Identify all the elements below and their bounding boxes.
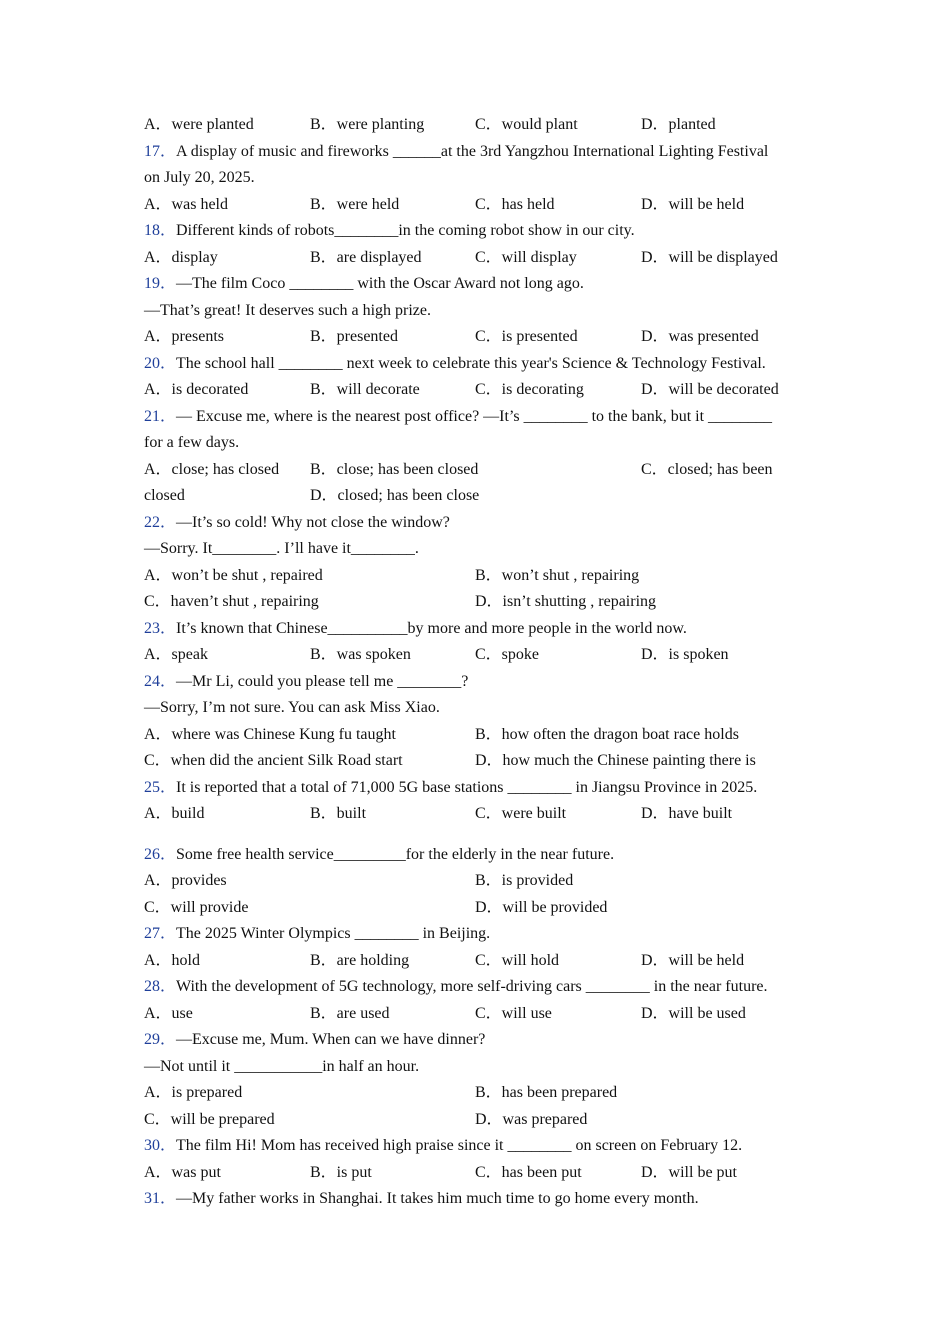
- options-row: [144, 868, 814, 895]
- question-text: It’s known that Chinese__________by more and more people in the world now.: [176, 619, 687, 637]
- options-row: [144, 1107, 814, 1134]
- answer-option: B．were planting: [310, 116, 425, 133]
- answer-option: B．will decorate: [310, 381, 420, 398]
- answer-option: C．will use: [475, 1004, 552, 1022]
- answer-option: D．isn’t shutting , repairing: [475, 593, 657, 610]
- question-number: 22．: [144, 513, 177, 531]
- question-number: 24．: [144, 672, 177, 690]
- text-line: —That’s great! It deserves such a high prize.: [144, 301, 432, 319]
- question-text: It is reported that a total of 71,000 5G base stations ________ in Jiangsu Province in 2025.: [176, 778, 758, 796]
- answer-option: D．is spoken: [641, 646, 729, 663]
- answer-option: D．will be decorated: [641, 381, 779, 398]
- question-number: 29．: [144, 1031, 177, 1048]
- question-number: 21．: [144, 407, 177, 425]
- question-line: [144, 669, 814, 696]
- answer-option: A．display: [144, 248, 218, 266]
- options-row: [144, 748, 814, 775]
- answer-option: C．will display: [475, 248, 577, 266]
- options-row: [144, 801, 814, 828]
- answer-option: D．will be put: [641, 1163, 737, 1181]
- question-text: The film Hi! Mom has received high praise since it ________ on screen on February 12.: [176, 1137, 743, 1154]
- spacer: [144, 828, 814, 842]
- answer-option: A．close; has closed: [144, 460, 280, 478]
- question-text: — Excuse me, where is the nearest post office? —It’s ________ to the bank, but it ________: [176, 407, 773, 425]
- question-line: [144, 1186, 814, 1213]
- question-number: 26．: [144, 845, 177, 863]
- question-text: —It’s so cold! Why not close the window?: [176, 513, 450, 531]
- answer-option: C．spoke: [475, 646, 540, 663]
- question-number: 28．: [144, 978, 177, 995]
- question-line: [144, 1027, 814, 1054]
- options-row: [144, 722, 814, 749]
- answer-option: D．will be used: [641, 1004, 746, 1022]
- question-number: 27．: [144, 925, 177, 942]
- options-row: [144, 1080, 814, 1107]
- options-row: [144, 642, 814, 669]
- answer-option: B．is provided: [475, 872, 574, 889]
- answer-option: D．will be displayed: [641, 248, 778, 266]
- answer-option: B．how often the dragon boat race holds: [475, 725, 739, 743]
- options-row: [144, 589, 814, 616]
- question-line: [144, 974, 814, 1001]
- answer-option: D．planted: [641, 116, 716, 133]
- answer-option: A．use: [144, 1004, 193, 1022]
- answer-option: C．has held: [475, 195, 555, 213]
- question-number: 18．: [144, 222, 177, 239]
- answer-option: C．will hold: [475, 951, 560, 969]
- options-row: [144, 377, 814, 404]
- question-number: 19．: [144, 275, 177, 292]
- options-row: [144, 192, 814, 219]
- answer-option: D．will be held: [641, 195, 745, 213]
- question-text: —The film Coco ________ with the Oscar Award not long ago.: [176, 275, 584, 292]
- answer-option: B．was spoken: [310, 646, 411, 663]
- answer-option: A．was held: [144, 195, 228, 213]
- question-text: —My father works in Shanghai. It takes him much time to go home every month.: [176, 1190, 699, 1207]
- question-line: [144, 510, 814, 537]
- answer-option: A．provides: [144, 872, 227, 889]
- question-text: The school hall ________ next week to celebrate this year's Science & Technology Festival.: [176, 354, 766, 372]
- answer-option: A．speak: [144, 646, 208, 663]
- question-line: [144, 351, 814, 378]
- question-text: With the development of 5G technology, more self-driving cars ________ in the near future.: [176, 978, 768, 995]
- answer-option: A．where was Chinese Kung fu taught: [144, 725, 396, 743]
- answer-option: C．closed; has been: [641, 460, 773, 478]
- question-line: [144, 1133, 814, 1160]
- options-row: [144, 1160, 814, 1187]
- answer-option: A．build: [144, 805, 205, 822]
- options-row: [144, 895, 814, 922]
- answer-option: B．built: [310, 805, 367, 822]
- options-row: [144, 1001, 814, 1028]
- answer-option: A．is prepared: [144, 1084, 243, 1101]
- question-line: [144, 404, 814, 431]
- question-text: A display of music and fireworks ______at the 3rd Yangzhou International Lighting Festival: [176, 142, 769, 160]
- question-line: [144, 921, 814, 948]
- answer-option: A．presents: [144, 328, 224, 345]
- text-line: —Not until it ___________in half an hour.: [144, 1057, 420, 1075]
- text-line: —Sorry. It________. I’ll have it________.: [144, 540, 419, 557]
- answer-option: B．won’t shut , repairing: [475, 566, 640, 584]
- question-line: [144, 218, 814, 245]
- answer-option: B．are used: [310, 1004, 390, 1022]
- text-line: —Sorry, I’m not sure. You can ask Miss Xiao.: [144, 699, 440, 716]
- options-row: [144, 563, 814, 590]
- text-line: for a few days.: [144, 434, 240, 451]
- question-line: [144, 271, 814, 298]
- question-line: [144, 775, 814, 802]
- answer-option: D．how much the Chinese painting there is: [475, 752, 756, 769]
- answer-option: A．was put: [144, 1163, 221, 1181]
- options-row: [144, 948, 814, 975]
- question-text: Different kinds of robots________in the coming robot show in our city.: [176, 222, 635, 239]
- answer-option: C．will provide: [144, 898, 249, 916]
- answer-option: D．will be provided: [475, 898, 608, 916]
- options-row: [144, 324, 814, 351]
- answer-option: C．would plant: [475, 116, 578, 133]
- answer-option: B．are displayed: [310, 248, 422, 266]
- answer-option: D．was presented: [641, 328, 759, 345]
- answer-option: B．has been prepared: [475, 1084, 618, 1101]
- answer-option: C．haven’t shut , repairing: [144, 593, 319, 610]
- answer-option: C．will be prepared: [144, 1110, 275, 1128]
- answer-option: B．are holding: [310, 951, 410, 969]
- answer-option: C．were built: [475, 805, 567, 822]
- text-line: on July 20, 2025.: [144, 169, 255, 186]
- options-row: [144, 112, 814, 139]
- answer-option: A．were planted: [144, 116, 254, 133]
- options-row: [144, 245, 814, 272]
- question-number: 25．: [144, 778, 177, 796]
- question-line: [144, 139, 814, 166]
- question-number: 20．: [144, 354, 177, 372]
- answer-option: D．will be held: [641, 951, 745, 969]
- question-text: Some free health service_________for the elderly in the near future.: [176, 845, 615, 863]
- question-number: 30．: [144, 1137, 177, 1154]
- answer-option: A．won’t be shut , repaired: [144, 566, 323, 584]
- question-line: [144, 842, 814, 869]
- question-line: [144, 616, 814, 643]
- question-text: —Excuse me, Mum. When can we have dinner?: [176, 1031, 486, 1048]
- answer-option: B．is put: [310, 1163, 372, 1181]
- answer-option: C．when did the ancient Silk Road start: [144, 752, 403, 769]
- question-number: 23．: [144, 619, 177, 637]
- answer-option: A．hold: [144, 951, 201, 969]
- exam-page: [144, 112, 814, 1213]
- answer-option: D．have built: [641, 805, 733, 822]
- answer-option: C．is presented: [475, 328, 578, 345]
- answer-option: D．was prepared: [475, 1110, 588, 1128]
- answer-option: C．is decorating: [475, 381, 584, 398]
- question-text: The 2025 Winter Olympics ________ in Beijing.: [176, 925, 491, 942]
- options-row: [144, 457, 814, 484]
- answer-option: closed: [144, 487, 185, 504]
- answer-option: D．closed; has been close: [310, 487, 480, 504]
- question-text: —Mr Li, could you please tell me ________?: [176, 672, 469, 690]
- answer-option: C．has been put: [475, 1163, 582, 1181]
- options-row: [144, 483, 814, 510]
- answer-option: B．close; has been closed: [310, 460, 479, 478]
- answer-option: A．is decorated: [144, 381, 249, 398]
- question-number: 31．: [144, 1190, 177, 1207]
- question-number: 17．: [144, 142, 177, 160]
- answer-option: B．were held: [310, 195, 400, 213]
- answer-option: B．presented: [310, 328, 398, 345]
